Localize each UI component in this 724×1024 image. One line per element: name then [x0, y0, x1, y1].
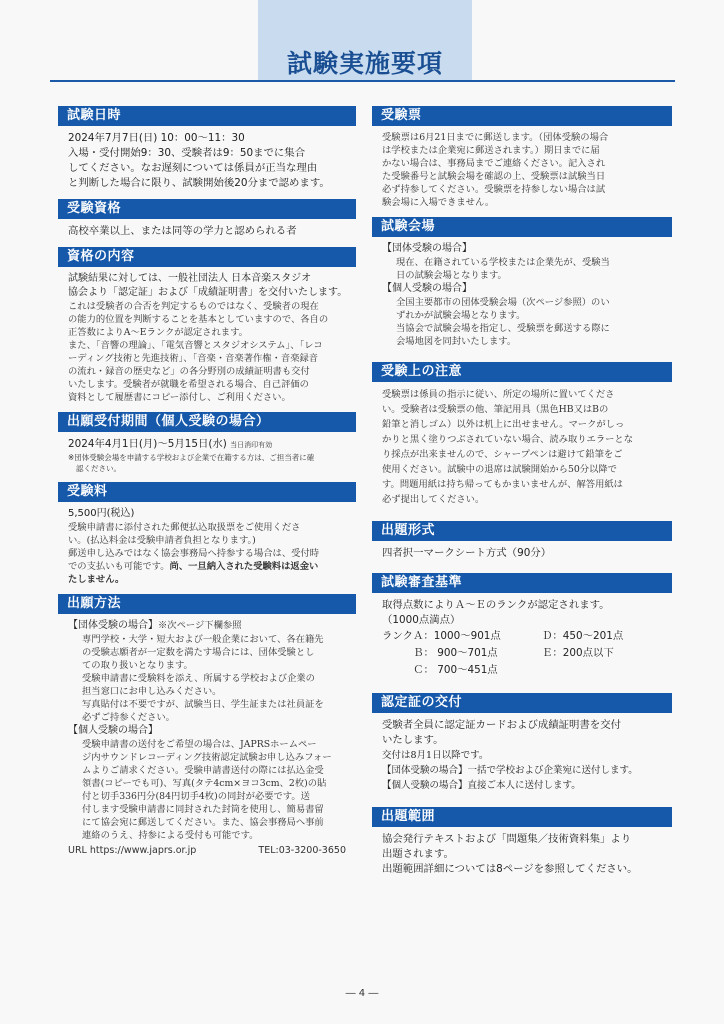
group-line: 必ずご持参ください。 [82, 712, 175, 723]
content-line: 資料として履歴書にコピー添付し、ご利用ください。 [68, 392, 291, 403]
content-lead: 協会より「認定証」および「成績証明書」を交付いたします。 [68, 287, 348, 298]
group-line: 受験申請書に受験料を添え、所属する学校および企業の [82, 673, 315, 684]
section-scope [372, 807, 672, 877]
section-criteria [372, 573, 672, 679]
venue-individual-label: 【個人受験の場合】 [382, 283, 472, 294]
section-format [372, 521, 672, 561]
content-line: これは受験者の合否を判定するものではなく、受験者の現在 [68, 301, 319, 312]
individual-line: 付します受験申請書に同封された封筒を使用し、簡易書留 [82, 804, 324, 815]
group-line: 写真貼付は不要ですが、試験当日、学生証または社員証を [82, 699, 324, 710]
website-url[interactable]: URL https://www.japrs.or.jp [68, 845, 197, 856]
notice-line: 必ず提出してください。 [382, 494, 485, 505]
content-line: の流れ・録音の歴史など」の各分野別の成績証明書も交付 [68, 366, 310, 377]
rank-cell: ランクＡ：1000～901点 [382, 630, 501, 642]
fee-heading: 受験料 [58, 482, 356, 502]
individual-line: にて協会宛に郵送してください。また、協会事務局へ事前 [82, 817, 324, 828]
rank-cell: Ｄ：450～201点 [542, 630, 624, 642]
ticket-line: かない場合は、事務局までご連絡ください。記入され [382, 158, 606, 169]
venue-line: 会場地図を同封いたします。 [396, 336, 517, 347]
rank-row [382, 662, 672, 679]
application-method-heading: 出願方法 [58, 594, 356, 614]
notice-heading: 受験上の注意 [372, 362, 672, 382]
criteria-line: （1000点満点） [382, 614, 461, 626]
certificate-individual-text: 直接ご本人に送付します。 [467, 780, 581, 791]
content-heading: 資格の内容 [58, 247, 356, 267]
group-line: の受験志願者が一定数を満たす場合には、団体受験とし [82, 647, 315, 658]
venue-line: 全国主要都市の団体受験会場（次ページ参照）のい [396, 297, 610, 308]
exam-date-heading: 試験日時 [58, 106, 356, 126]
individual-line: ジ内サウンドレコーディング技術認定試験お申し込みフォー [82, 752, 332, 763]
certificate-heading: 認定証の交付 [372, 693, 672, 713]
left-column [58, 106, 356, 866]
venue-line: ずれかが試験会場となります。 [396, 310, 526, 321]
scope-line: 出題範囲詳細については8ページを参照してください。 [382, 863, 638, 875]
individual-line: 連絡のうえ、持参による受付も可能です。 [82, 830, 259, 841]
page-number: ― 4 ― [345, 988, 379, 999]
fee-amount: 5,500円(税込) [68, 508, 135, 519]
section-exam-date [58, 106, 356, 191]
notice-line: 受験票は係員の指示に従い、所定の場所に置いてくださ [382, 389, 615, 400]
ticket-line: は学校または企業宛に郵送されます。）期日までに届 [382, 145, 600, 156]
format-heading: 出題形式 [372, 521, 672, 541]
exam-date-line: 入場・受付開始9：30、受験者は9：50までに集合 [68, 147, 306, 159]
notice-line: 使用ください。試験中の退席は試験開始から50分以降で [382, 464, 617, 475]
content-line: ーディング技術と先進技術」、「音楽・音楽著作権・音楽録音 [68, 353, 319, 364]
individual-line: 領書(コピーでも可)、写真(タテ4cm×ヨコ3cm、2枚)の貼 [82, 778, 327, 789]
group-line: 担当窓口にお申し込みください。 [82, 686, 222, 697]
ticket-line: 験会場に入場できません。 [382, 197, 495, 208]
title-banner [258, 0, 472, 82]
no-refund-note: 尚、一旦納入された受験料は返金い [169, 561, 319, 572]
certificate-group-label: 【団体受験の場合】 [382, 765, 468, 776]
rank-cell: Ｅ：200点以下 [542, 647, 614, 659]
rank-row [382, 645, 672, 662]
group-note: ※次ページ下欄参照 [158, 620, 242, 631]
period-note: 認ください。 [76, 464, 121, 473]
qualification-text: 高校卒業以上、または同等の学力と認められる者 [68, 225, 297, 237]
section-certificate [372, 693, 672, 793]
scope-line: 協会発行テキストおよび「問題集／技術資料集」より [382, 833, 632, 845]
exam-date-line: してください。なお遅刻については係員が正当な理由 [68, 162, 318, 174]
certificate-individual-label: 【個人受験の場合】 [382, 780, 468, 791]
content-line: また、「音響の理論」、「電気音響とスタジオシステム」、「レコ [68, 340, 323, 351]
content-line: いたします。受験者が就職を希望される場合、自己評価の [68, 379, 309, 390]
section-application-period [58, 412, 356, 474]
individual-line: 受験申請書の送付をご希望の場合は、JAPRSホームペー [82, 739, 317, 750]
section-qualification [58, 199, 356, 239]
notice-line: かりと黒く塗りつぶされていない場合、読み取りエラーとな [382, 434, 634, 445]
section-content [58, 247, 356, 404]
rank-cell: Ｃ： 700～451点 [382, 664, 498, 676]
ticket-line: 必ず持参してください。受験票を持参しない場合は試 [382, 184, 606, 195]
rank-cell: Ｂ： 900～701点 [382, 647, 498, 659]
content-line: 正答数によりA～Eランクが認定されます。 [68, 327, 248, 338]
scope-heading: 出題範囲 [372, 807, 672, 827]
venue-group-label: 【団体受験の場合】 [382, 243, 472, 254]
ticket-line: 受験票は6月21日までに郵送します。（団体受験の場合 [382, 132, 609, 143]
venue-line: 日の試験会場となります。 [396, 270, 507, 281]
content-lead: 試験結果に対しては、一般社団法人 日本音楽スタジオ [68, 273, 312, 284]
section-venue [372, 217, 672, 348]
ticket-heading: 受験票 [372, 106, 672, 126]
individual-label: 【個人受験の場合】 [68, 725, 158, 736]
fee-line: での支払いも可能です。 [68, 561, 170, 572]
no-refund-note: たしません。 [68, 574, 125, 585]
section-application-method [58, 594, 356, 858]
title-underline [50, 80, 675, 82]
notice-line: り採点が出来ませんので、シャープペンは避けて鉛筆をご [382, 449, 623, 460]
phone-number: TEL:03-3200-3650 [258, 845, 346, 856]
content-line: の能力的位置を判断することを基本としていますので、各自の [68, 314, 329, 325]
group-line: ての取り扱いとなります。 [82, 660, 193, 671]
right-column [372, 106, 672, 885]
notice-line: い。受験者は受験票の他、筆記用具（黒色HB又はBの [382, 404, 609, 415]
postmark-note: 当日消印有効 [230, 441, 273, 449]
fee-line: 受験申請書に添付された郵便払込取扱票をご使用くださ [68, 522, 301, 533]
section-notice [372, 362, 672, 507]
section-ticket [372, 106, 672, 209]
certificate-line: 受験者全員に認定証カードおよび成績証明書を交付 [382, 719, 621, 731]
period-note: ※団体受験会場を申請する学校および企業で在籍する方は、ご担当者に確 [68, 453, 315, 462]
individual-line: 付と切手336円分(84円切手4枚)の同封が必要です。送 [82, 791, 310, 802]
qualification-heading: 受験資格 [58, 199, 356, 219]
certificate-line: 交付は8月1日以降です。 [382, 750, 489, 761]
venue-heading: 試験会場 [372, 217, 672, 237]
rank-row [382, 628, 672, 645]
group-label: 【団体受験の場合】 [68, 620, 158, 631]
scope-line: 出題されます。 [382, 848, 454, 860]
individual-line: ムよりご請求ください。受験申請書送付の際には払込金受 [82, 765, 324, 776]
notice-line: す。問題用紙は持ち帰ってもかまいませんが、解答用紙は [382, 479, 623, 490]
certificate-group-text: 一括で学校および企業宛に送付します。 [467, 765, 638, 776]
fee-line: い。(払込料金は受験申請者負担となります。) [68, 535, 256, 546]
application-period-heading: 出願受付期間（個人受験の場合） [58, 412, 356, 432]
fee-line: 郵送申し込みではなく協会事務局へ持参する場合は、受付時 [68, 548, 320, 559]
section-fee [58, 482, 356, 586]
criteria-line: 取得点数によりＡ～Ｅのランクが認定されます。 [382, 599, 610, 611]
notice-line: 鉛筆と消しゴム）以外は机上に出せません。マークがしっ [382, 419, 625, 430]
application-period-dates: 2024年4月1日(月)～5月15日(水) [68, 438, 227, 450]
exam-date-line: と判断した場合に限り、試験開始後20分まで認めます。 [68, 177, 330, 189]
format-text: 四者択一マークシート方式（90分） [382, 547, 552, 559]
criteria-heading: 試験審査基準 [372, 573, 672, 593]
ticket-line: た受験番号と試験会場を確認の上、受験票は試験当日 [382, 171, 606, 182]
venue-line: 当協会で試験会場を指定し、受験票を郵送する際に [396, 323, 610, 334]
exam-date-line: 2024年7月7日(日) 10：00～11：30 [68, 132, 245, 144]
page-title: 試験実施要項 [286, 49, 443, 78]
certificate-line: いたします。 [382, 734, 444, 746]
group-line: 専門学校・大学・短大および一般企業において、各在籍先 [82, 634, 324, 645]
venue-line: 現在、在籍されている学校または企業先が、受験当 [396, 257, 610, 268]
